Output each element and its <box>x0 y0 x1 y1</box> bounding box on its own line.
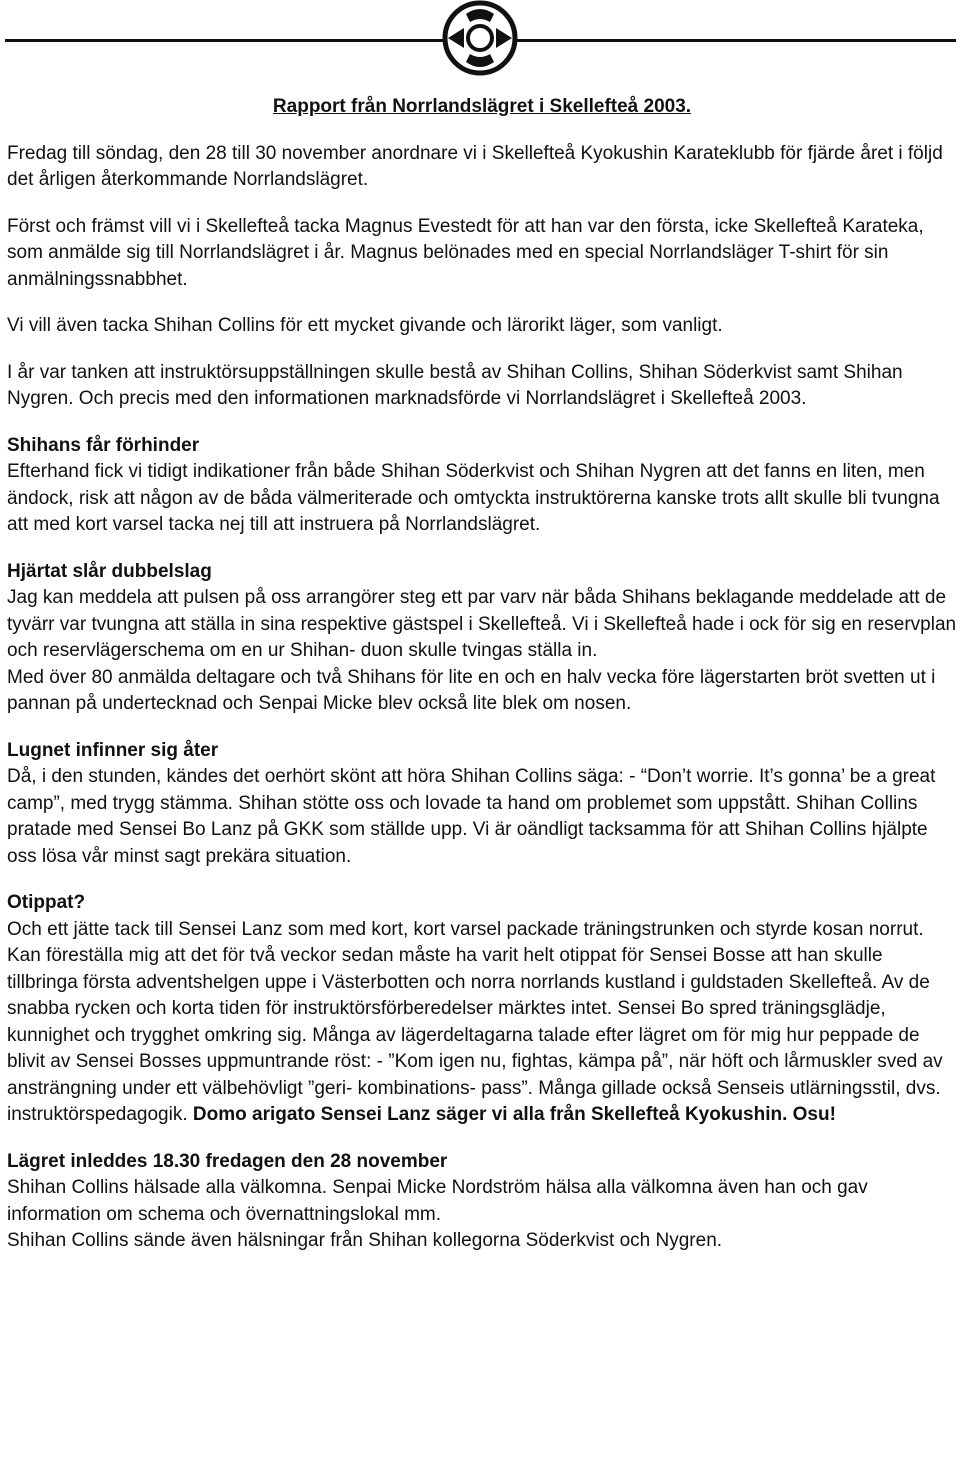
section-lugnet <box>7 738 957 871</box>
report-document <box>7 94 957 1275</box>
section-text: Efterhand fick vi tidigt indikationer från både Shihan Söderkvist och Shihan Nygren att det fanns en liten, men ändock, risk att någon av de båda välmeriterade och omtyckta instruktörerna kanske trots allt skulle bli tvungna att med kort varsel tacka nej till att instruera på Norrlandslägret. <box>7 461 940 535</box>
section-hjartat-slar <box>7 559 957 718</box>
intro-paragraph-1: Fredag till söndag, den 28 till 30 november anordnare vi i Skellefteå Kyokushin Karateklubb för fjärde året i följd det årligen återkommande Norrlandslägret. <box>7 142 943 190</box>
report-title: Rapport från Norrlandslägret i Skellefteå 2003. <box>272 96 692 117</box>
section-heading: Shihans får förhinder <box>7 434 200 456</box>
intro-paragraph-3: Vi vill även tacka Shihan Collins för ett mycket givande och lärorikt läger, som vanligt. <box>7 315 723 336</box>
intro-paragraph-4: I år var tanken att instruktörsuppställningen skulle bestå av Shihan Collins, Shihan Söderkvist samt Shihan Nygren. Och precis med den informationen marknadsförde vi Norrlandslägret i Skellefteå 2003. <box>7 361 903 409</box>
section-text: Shihan Collins hälsade alla välkomna. Senpai Micke Nordström hälsa alla välkomna även han och gav information om schema och övernattningslokal mm. <box>7 1177 868 1225</box>
header-rule-right <box>516 39 956 42</box>
section-text-plain: Och ett jätte tack till Sensei Lanz som med kort, kort varsel packade träningstrunken och styrde kosan norrut. Kan föreställa mig att det för två veckor sedan måste ha varit helt otippat för Sensei Bosse att han skulle tillbringa första adventshelgen uppe i Västerbotten och norra norrlands kustland i guldstaden Skellefteå. Av de snabba rycken och korta tiden för instruktörsförberedelser märktes intet. Sensei Bo spred träningsglädje, kunnighet och trygghet omkring sig. Många av lägerdeltagarna talade efter lägret om för mig hur peppade de blivit av Sensei Bosses uppmuntrande röst: - ”Kom igen nu, fightas, kämpa på”, när höft och lårmuskler sved av ansträngning under ett välbehövligt ”geri- kombinations- pass”. Många gillade också Senseis utlärningsstil, dvs. instruktörspedagogik. <box>7 918 943 1125</box>
section-lagret-inleddes <box>7 1149 957 1255</box>
section-heading: Otippat? <box>7 892 86 913</box>
section-text: Då, i den stunden, kändes det oerhört skönt att höra Shihan Collins säga: - “Don’t worrie. It’s gonna’ be a great camp”, med trygg stämma. Shihan stötte oss och lovade ta hand om problemet som uppstått. Shihan Collins pratade med Sensei Bo Lanz på GKK som ställde upp. Vi är oändligt tacksamma för att Shihan Collins hjälpte oss lösa vår minst sagt prekära situation. <box>7 766 936 867</box>
header-rule-left <box>5 39 445 42</box>
section-text: Shihan Collins sände även hälsningar från Shihan kollegorna Söderkvist och Nygren. <box>7 1230 723 1251</box>
section-text: Med över 80 anmälda deltagare och två Shihans för lite en och en halv vecka före lägerstarten bröt svetten ut i pannan på undertecknad och Senpai Micke blev också lite blek om nosen. <box>7 666 936 714</box>
section-text: Jag kan meddela att pulsen på oss arrangörer steg ett par varv när båda Shihans beklagande meddelade att de tyvärr var tvungna att ställa in sina respektive gästspel i Skellefteå. Vi i Skellefteå hade i ock för sig en reservplan och reservlägerschema om en ur Shihan- duon skulle tvingas ställa in. <box>7 587 957 661</box>
section-heading: Hjärtat slår dubbelslag <box>7 560 212 582</box>
section-otippat <box>7 890 957 1129</box>
page-header <box>0 0 960 80</box>
section-heading: Lugnet infinner sig åter <box>7 739 219 761</box>
section-heading: Lägret inleddes 18.30 fredagen den 28 november <box>7 1150 448 1172</box>
intro-paragraph-2: Först och främst vill vi i Skellefteå tacka Magnus Evestedt för att han var den första, icke Skellefteå Karateka, som anmälde sig till Norrlandslägret i år. Magnus belönades med en special Norrlandsläger T-shirt för sin anmälningssnabbhet. <box>7 215 924 290</box>
kyokushin-kanku-emblem-icon <box>436 0 524 76</box>
section-text-bold: Domo arigato Sensei Lanz säger vi alla från Skellefteå Kyokushin. Osu! <box>192 1104 836 1125</box>
section-text <box>7 917 957 1129</box>
section-shihans-forhinder <box>7 433 957 539</box>
